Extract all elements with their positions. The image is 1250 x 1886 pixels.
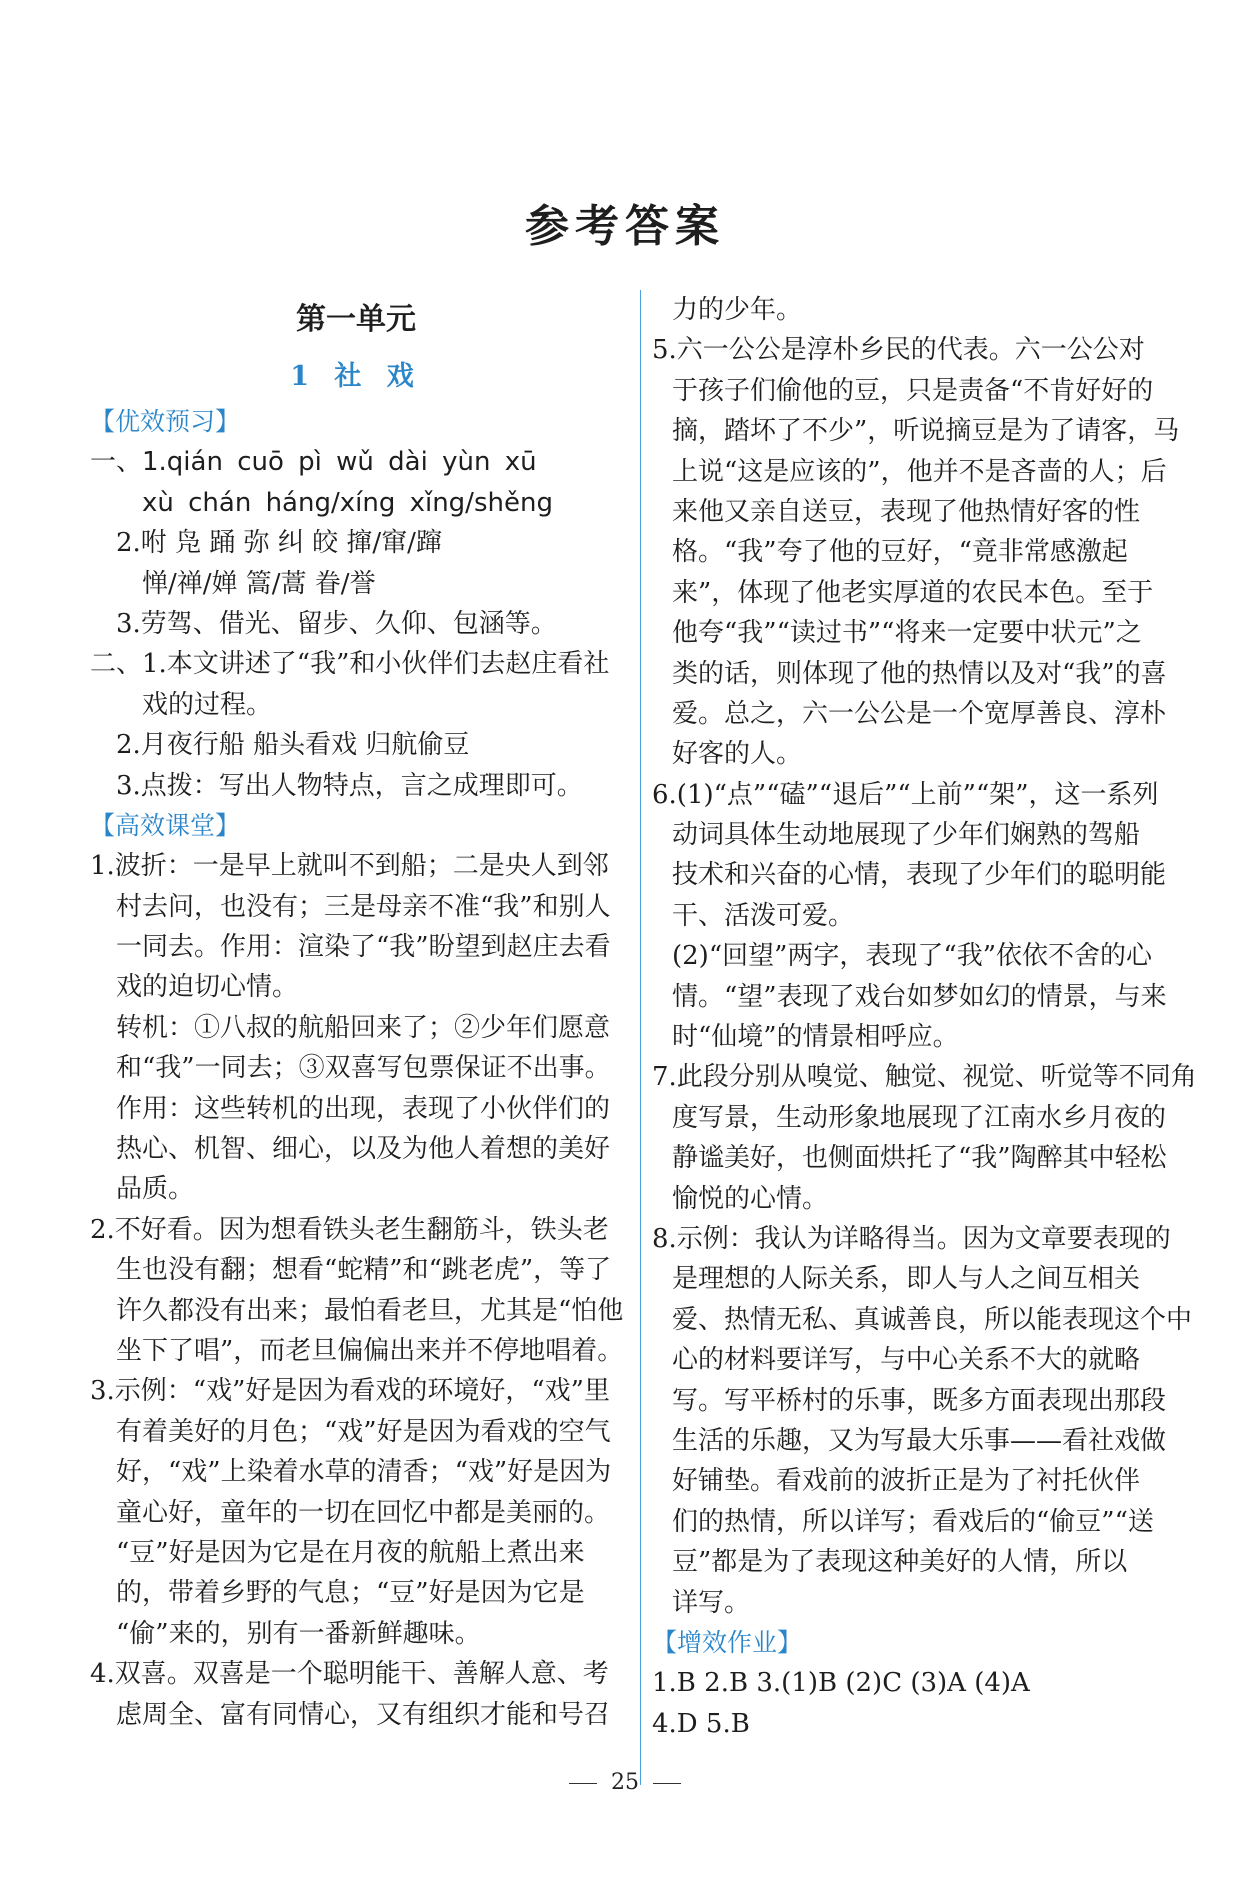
answer-line: 来他又亲自送豆，表现了他热情好客的性: [672, 496, 1141, 527]
section-heading-classroom: 【高效课堂】: [90, 810, 241, 840]
page-footer: [0, 1770, 1250, 1795]
answer-line: 3.示例：“戏”好是因为看戏的环境好，“戏”里: [90, 1376, 610, 1407]
answer-line: 于孩子们偷他的豆，只是责备“不肯好好的: [672, 375, 1154, 406]
answer-line: 有着美好的月色；“戏”好是因为看戏的空气: [116, 1416, 611, 1447]
answer-line: 7.此段分别从嗅觉、触觉、视觉、听觉等不同角: [652, 1062, 1197, 1093]
answer-line: 他夸“我”“读过书”“将来一定要中状元”之: [672, 618, 1142, 649]
answer-line: 二、1.本文讲述了“我”和小伙伴们去赵庄看社: [90, 649, 610, 680]
answer-line: “豆”好是因为它是在月夜的航船上煮出来: [116, 1537, 585, 1568]
answer-line: 是理想的人际关系，即人与人之间互相关: [672, 1264, 1141, 1295]
answer-line: 好客的人。: [672, 739, 803, 770]
answer-line: 作用：这些转机的出现，表现了小伙伴们的: [116, 1093, 611, 1124]
answer-line: (2)“回望”两字，表现了“我”依依不舍的心: [672, 941, 1152, 972]
answer-line: 详写。: [672, 1587, 751, 1618]
answer-line: 4.D 5.B: [652, 1708, 750, 1739]
answer-line: “偷”来的，别有一番新鲜趣味。: [116, 1618, 481, 1649]
answer-line: 虑周全、富有同情心，又有组织才能和号召: [116, 1699, 611, 1730]
answer-line: 一、1.qián cuō pì wǔ dài yùn xū: [90, 447, 537, 478]
answer-line: 5.六一公公是淳朴乡民的代表。六一公公对: [652, 335, 1145, 366]
answer-line: 6.(1)“点”“磕”“退后”“上前”“架”，这一系列: [652, 779, 1159, 810]
answer-line: 生活的乐趣，又为写最大乐事——看社戏做: [672, 1425, 1167, 1456]
answer-line: 力的少年。: [672, 295, 803, 325]
section-heading-homework: 【增效作业】: [652, 1627, 803, 1657]
answer-line: 爱、热情无私、真诚善良，所以能表现这个中: [672, 1304, 1193, 1335]
answer-line: 童心好，童年的一切在回忆中都是美丽的。: [116, 1497, 611, 1528]
answer-line: 动词具体生动地展现了少年们娴熟的驾船: [672, 820, 1141, 851]
answer-line: 类的话，则体现了他的热情以及对“我”的喜: [672, 658, 1167, 689]
answer-line: 技术和兴奋的心情，表现了少年们的聪明能: [672, 860, 1167, 891]
answer-line: 上说“这是应该的”，他并不是吝啬的人；后: [672, 456, 1167, 487]
answer-line: xù chán háng/xíng xǐng/shěng: [142, 487, 553, 518]
answer-line: 2.咐 凫 踊 弥 纠 皎 撺/窜/蹿: [116, 528, 442, 559]
answer-line: 干、活泼可爱。: [672, 900, 855, 931]
answer-line: 格。“我”夸了他的豆好，“竟非常感激起: [672, 537, 1128, 568]
answer-line: 生也没有翻；想看“蛇精”和“跳老虎”，等了: [116, 1255, 612, 1286]
answer-line: 好铺垫。看戏前的波折正是为了衬托伙伴: [672, 1466, 1141, 1497]
answer-line: 2.不好看。因为想看铁头老生翻筋斗，铁头老: [90, 1214, 609, 1245]
page-title: 参考答案: [525, 201, 725, 252]
answer-line: 1.波折：一是早上就叫不到船；二是央人到邻: [90, 851, 609, 882]
unit-title: 第一单元: [296, 302, 416, 337]
answer-line: 摘，踏坏了不少”，听说摘豆是为了请客，马: [672, 416, 1180, 447]
answer-line: 静谧美好，也侧面烘托了“我”陶醉其中轻松: [672, 1143, 1167, 1174]
answer-line: 1.B 2.B 3.(1)B (2)C (3)A (4)A: [652, 1668, 1030, 1699]
answer-line: 豆”都是为了表现这种美好的人情，所以: [672, 1547, 1128, 1578]
answer-line: 好，“戏”上染着水草的清香；“戏”好是因为: [116, 1457, 612, 1488]
answer-line: 3.劳驾、借光、留步、久仰、包涵等。: [116, 608, 557, 639]
answer-line: 来”，体现了他老实厚道的农民本色。至于: [672, 577, 1154, 608]
answer-line: 2.月夜行船 船头看戏 归航偷豆: [116, 730, 470, 761]
answer-line: 转机：①八叔的航船回来了；②少年们愿意: [116, 1012, 611, 1043]
answer-line: 许久都没有出来；最怕看老旦，尤其是“怕他: [116, 1295, 624, 1326]
answer-line: 一同去。作用：渲染了“我”盼望到赵庄去看: [116, 932, 611, 963]
footer-dash-right: [653, 1783, 681, 1784]
page-number: 25: [611, 1770, 639, 1795]
answer-line: 情。“望”表现了戏台如梦如幻的情景，与来: [672, 981, 1167, 1012]
answer-line: 愉悦的心情。: [672, 1183, 829, 1214]
answer-line: 度写景，生动形象地展现了江南水乡月夜的: [672, 1102, 1167, 1133]
column-divider: [640, 290, 641, 1785]
answer-line: 惮/禅/婵 篙/蒿 眷/誉: [142, 568, 376, 599]
lesson-title: 1 社 戏: [290, 361, 422, 392]
answer-line: 戏的迫切心情。: [116, 972, 299, 1003]
answer-line: 们的热情，所以详写；看戏后的“偷豆”“送: [672, 1506, 1154, 1537]
answer-line: 村去问，也没有；三是母亲不准“我”和别人: [116, 891, 611, 922]
answer-line: 和“我”一同去；③双喜写包票保证不出事。: [116, 1053, 611, 1084]
answer-line: 写。写平桥村的乐事，既多方面表现出那段: [672, 1385, 1167, 1416]
left-column: [90, 290, 622, 1735]
answer-line: 戏的过程。: [142, 689, 273, 720]
section-heading-preview: 【优效预习】: [90, 407, 241, 436]
answer-line: 品质。: [116, 1174, 195, 1205]
answer-line: 坐下了唱”，而老旦偏偏出来并不停地唱着。: [116, 1335, 624, 1366]
answer-line: 3.点拨：写出人物特点，言之成理即可。: [116, 770, 583, 801]
answer-line: 的，带着乡野的气息；“豆”好是因为它是: [116, 1578, 585, 1609]
answer-line: 热心、机智、细心，以及为他人着想的美好: [116, 1134, 611, 1165]
answer-line: 4.双喜。双喜是一个聪明能干、善解人意、考: [90, 1659, 609, 1690]
answer-line: 爱。总之，六一公公是一个宽厚善良、淳朴: [672, 698, 1167, 729]
answer-line: 8.示例：我认为详略得当。因为文章要表现的: [652, 1223, 1171, 1254]
right-column: [652, 290, 1197, 1744]
answer-line: 心的材料要详写，与中心关系不大的就略: [672, 1345, 1141, 1376]
footer-dash-left: [569, 1783, 597, 1784]
answer-line: 时“仙境”的情景相呼应。: [672, 1022, 959, 1053]
